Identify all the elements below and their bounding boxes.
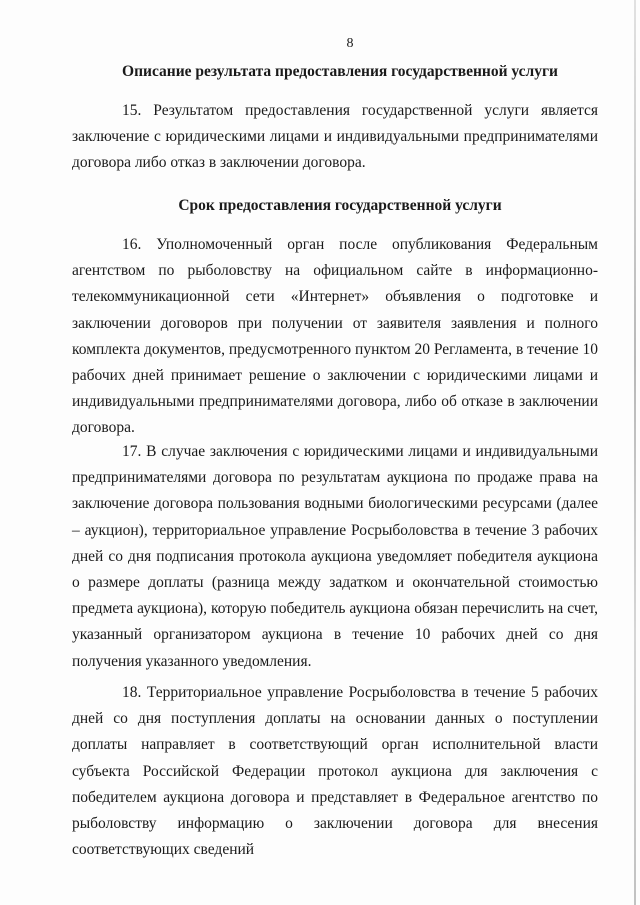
page-number: 8 bbox=[346, 36, 354, 51]
section-heading-result: Описание результата предоставления государственной услуги bbox=[122, 63, 558, 80]
paragraph-16: 16. Уполномоченный орган после опубликования Федеральным агентством по рыболовству на официальном сайте в информационно-телекоммуникационной сети «Интернет» объявления о подготовке и заключении договоров при получении от заявителя заявления и полного комплекта документов, предусмотренного пунктом 20 Регламента, в течение 10 рабочих дней принимает решение о заключении с юридическими лицами и индивидуальными предпринимателями договора, либо об отказе в заключении договора. bbox=[72, 236, 598, 437]
section-heading-term: Срок предоставления государственной услуги bbox=[178, 197, 502, 214]
paragraph-15: 15. Результатом предоставления государственной услуги является заключение с юридическими лицами и индивидуальными предпринимателями договора либо отказ в заключении договора. bbox=[72, 102, 598, 172]
paragraph-17: 17. В случае заключения с юридическими лицами и индивидуальными предпринимателями договора по результатам аукциона по продаже права на заключение договора пользования водными биологическими ресурсами (далее – аукцион), территориальное управление Росрыболовства в течение 3 рабочих дней со дня подписания протокола аукциона уведомляет победителя аукциона о размере доплаты (разница между задатком и окончательной стоимостью предмета аукциона), которую победитель аукциона обязан перечислить на счет, указанный организатором аукциона в течение 10 рабочих дней со дня получения указанного уведомления. bbox=[72, 443, 598, 670]
page-edge-shadow bbox=[634, 0, 636, 905]
paragraph-18: 18. Территориальное управление Росрыболовства в течение 5 рабочих дней со дня поступления доплаты на основании данных о поступлении доплаты направляет в соответствующий орган исполнительной власти субъекта Российской Федерации протокол аукциона для заключения с победителем аукциона договора и представляет в Федеральное агентство по рыболовству информацию о заключении договора для внесения соответствующих сведений bbox=[72, 684, 598, 859]
